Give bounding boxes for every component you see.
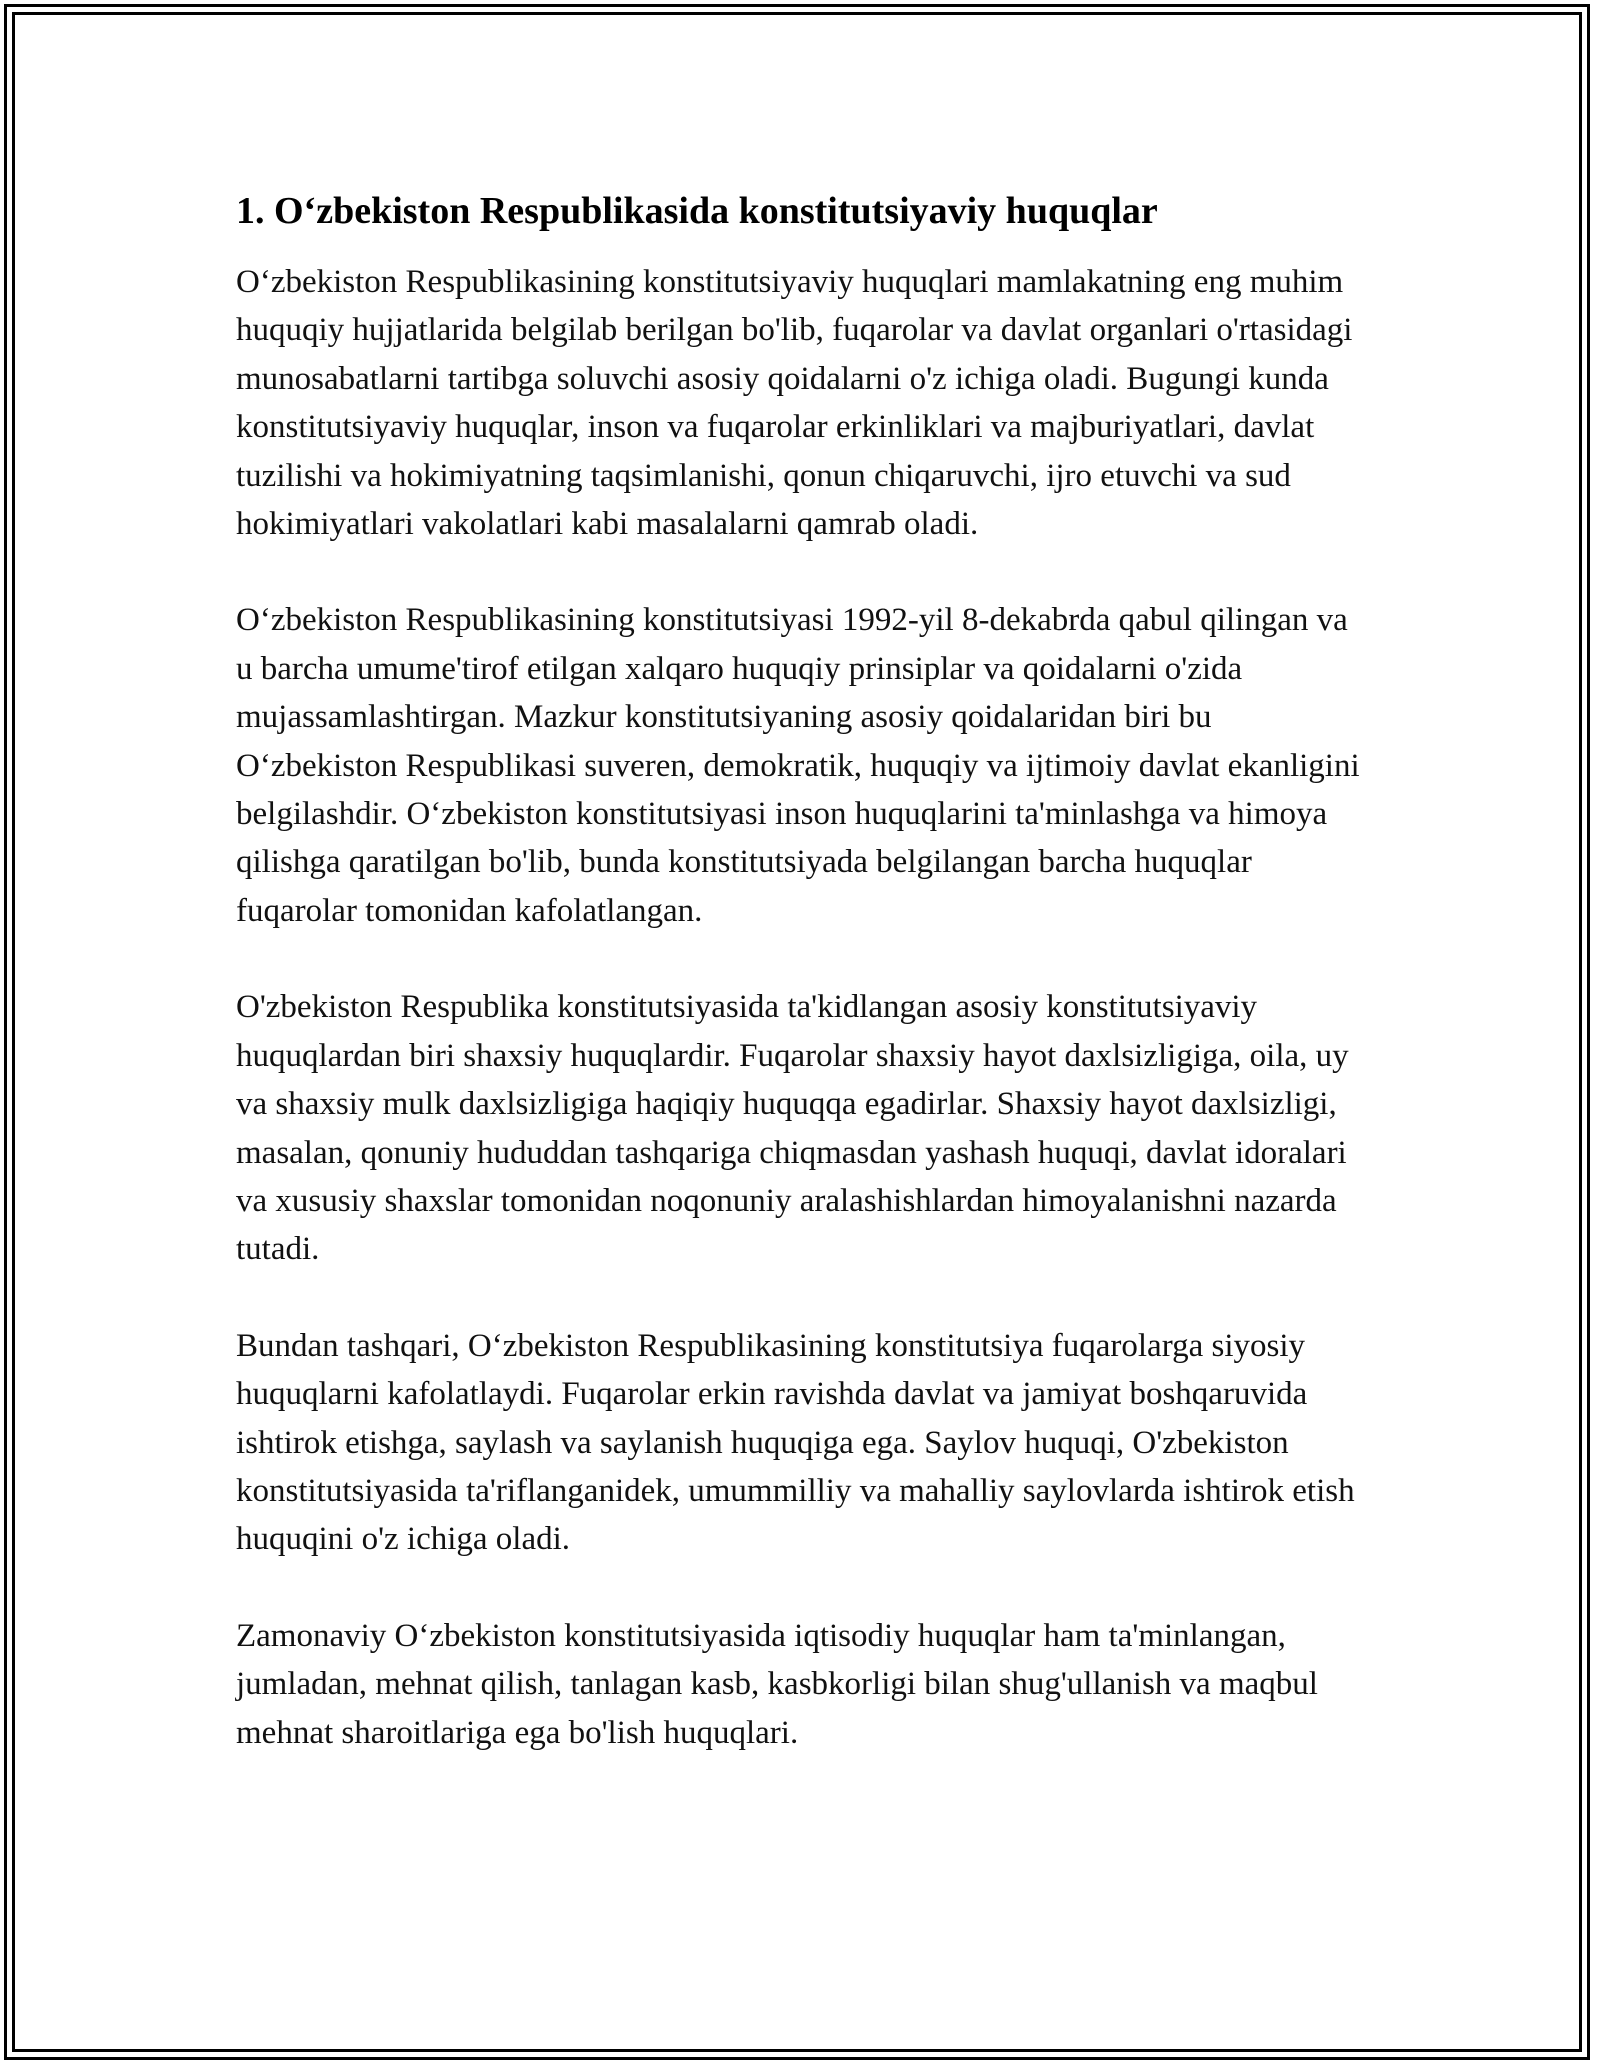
paragraph-economic-rights: Zamonaviy O‘zbekiston konstitutsiyasida iqtisodiy huquqlar ham ta'minlangan, jumladan, mehnat qilish, tanlagan kasb, kasbkorligi bilan shug'ullanish va maqbul mehnat sharoitlariga ega bo'lish huquqlari. bbox=[236, 1617, 1318, 1751]
document-body bbox=[236, 186, 1366, 1805]
paragraph-constitution-1992: O‘zbekiston Respublikasining konstitutsiyasi 1992-yil 8-dekabrda qabul qilingan va u barcha umume'tirof etilgan xalqaro huquqiy prinsiplar va qoidalarni o'zida mujassamlashtirgan. Mazkur konstitutsiyaning asosiy qoidalaridan biri bu O‘zbekiston Respublikasi suveren, demokratik, huquqiy va ijtimoiy davlat ekanligini belgilashdir. O‘zbekiston konstitutsiyasi inson huquqlarini ta'minlashga va himoya qilishga qaratilgan bo'lib, bunda konstitutsiyada belgilangan barcha huquqlar fuqarolar tomonidan kafolatlangan. bbox=[236, 602, 1360, 929]
paragraph-political-rights: Bundan tashqari, O‘zbekiston Respublikasining konstitutsiya fuqarolarga siyosiy huquqlarni kafolatlaydi. Fuqarolar erkin ravishda davlat va jamiyat boshqaruvida ishtirok etishga, saylash va saylanish huquqiga ega. Saylov huquqi, O'zbekiston konstitutsiyasida ta'riflanganidek, umummilliy va mahalliy saylovlarda ishtirok etish huquqini o'z ichiga oladi. bbox=[236, 1327, 1355, 1558]
paragraph-intro: O‘zbekiston Respublikasining konstitutsiyaviy huquqlari mamlakatning eng muhim huquqiy hujjatlarida belgilab berilgan bo'lib, fuqarolar va davlat organlari o'rtasidagi munosabatlarni tartibga soluvchi asosiy qoidalarni o'z ichiga oladi. Bugungi kunda konstitutsiyaviy huquqlar, inson va fuqarolar erkinliklari va majburiyatlari, davlat tuzilishi va hokimiyatning taqsimlanishi, qonun chiqaruvchi, ijro etuvchi va sud hokimiyatlari vakolatlari kabi masalalarni qamrab oladi. bbox=[236, 264, 1353, 543]
page-title: 1. O‘zbekiston Respublikasida konstitutsiyaviy huquqlar bbox=[236, 190, 1158, 232]
paragraph-personal-rights: O'zbekiston Respublika konstitutsiyasida ta'kidlangan asosiy konstitutsiyaviy huquqlardan biri shaxsiy huquqlardir. Fuqarolar shaxsiy hayot daxlsizligiga, oila, uy va shaxsiy mulk daxlsizligiga haqiqiy huquqqa egadirlar. Shaxsiy hayot daxlsizligi, masalan, qonuniy hududdan tashqariga chiqmasdan yashash huquqi, davlat idoralari va xususiy shaxslar tomonidan noqonuniy aralashishlardan himoyalanishni nazarda tutadi. bbox=[236, 989, 1349, 1268]
